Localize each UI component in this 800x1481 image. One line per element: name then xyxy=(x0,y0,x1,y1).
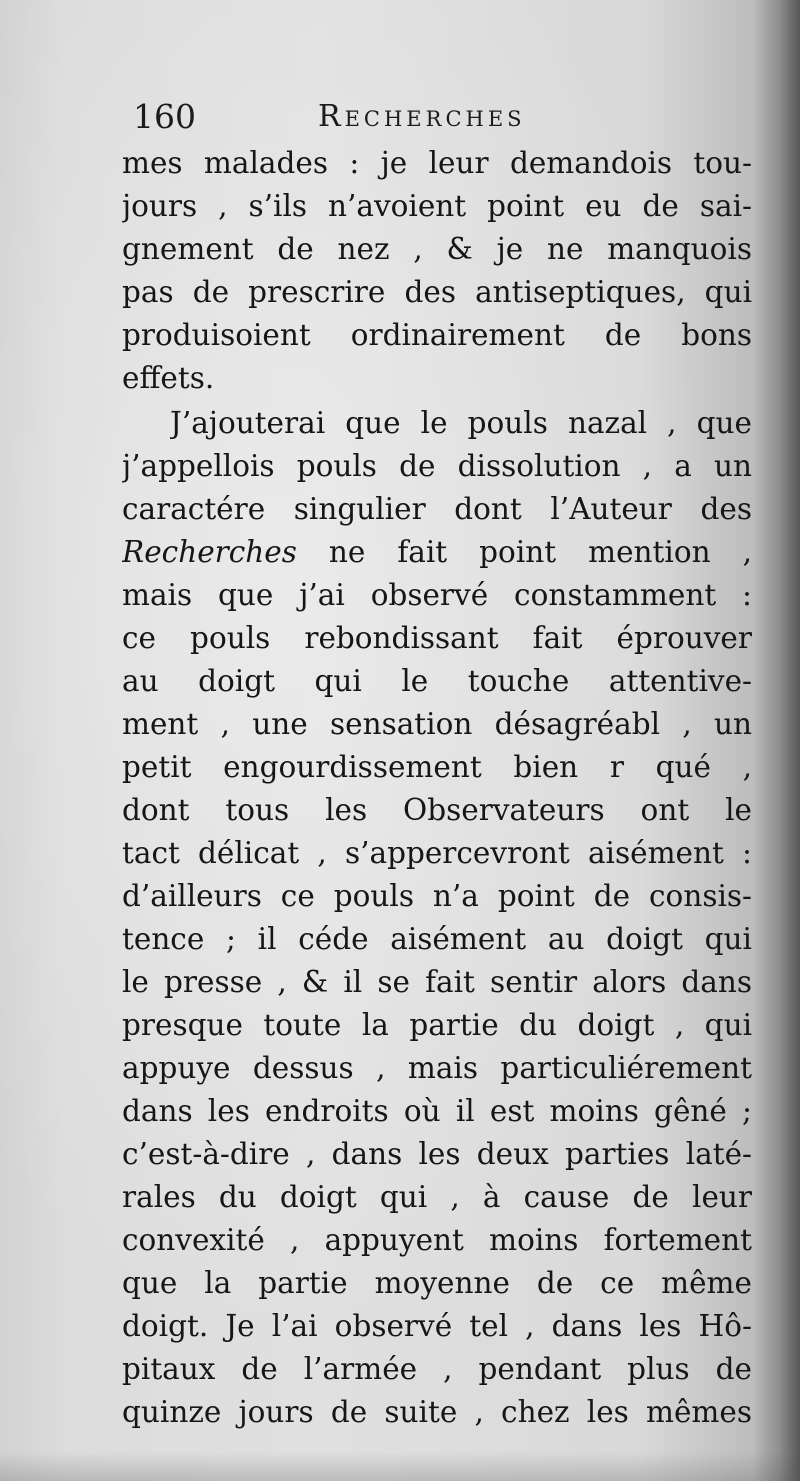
text-line: que la partie moyenne de ce même xyxy=(122,1266,752,1300)
text-line: petit engourdissement bien r qué , xyxy=(122,750,752,784)
text-line: pitaux de l’armée , pendant plus de xyxy=(122,1352,752,1386)
text-line: pas de prescrire des antiseptiques, qui xyxy=(122,275,752,309)
text-line: d’ailleurs ce pouls n’a point de consis- xyxy=(122,879,752,913)
text-line: convexité , appuyent moins fortement xyxy=(122,1223,752,1257)
text-line: J’ajouterai que le pouls nazal , que xyxy=(170,406,752,440)
text-line: j’appellois pouls de dissolution , a un xyxy=(122,449,752,483)
text-line: dont tous les Observateurs ont le xyxy=(122,793,752,827)
text-line: tence ; il céde aisément au doigt qui xyxy=(122,922,752,956)
text-line-rest: ne fait point mention , xyxy=(296,535,752,569)
text-line: au doigt qui le touche attentive- xyxy=(122,664,752,698)
text-line: caractére singulier dont l’Auteur des xyxy=(122,492,752,526)
text-line: presque toute la partie du doigt , qui xyxy=(122,1008,752,1042)
text-line: mes malades : je leur demandois tou- xyxy=(122,146,752,180)
text-line: ce pouls rebondissant fait éprouver xyxy=(122,621,752,655)
text-line: jours , s’ils n’avoient point eu de sai- xyxy=(122,189,752,223)
italic-title: Recherches xyxy=(122,535,297,569)
page-number: 160 xyxy=(133,97,196,136)
text-line: tact délicat , s’appercevront aisément : xyxy=(122,836,752,870)
text-line: rales du doigt qui , à cause de leur xyxy=(122,1180,752,1214)
running-title: Recherches xyxy=(318,99,526,134)
text-line: gnement de nez , & je ne manquois xyxy=(122,232,752,266)
text-line: c’est-à-dire , dans les deux parties laté- xyxy=(122,1137,752,1171)
text-line: produisoient ordinairement de bons xyxy=(122,318,752,352)
text-line: quinze jours de suite , chez les mêmes xyxy=(122,1395,752,1429)
text-line: le presse , & il se fait sentir alors dans xyxy=(122,965,752,999)
text-line: appuye dessus , mais particuliérement xyxy=(122,1051,752,1085)
text-line: doigt. Je l’ai observé tel , dans les Hô- xyxy=(122,1309,752,1343)
text-line: ment , une sensation désagréabl , un xyxy=(122,707,752,741)
text-line: mais que j’ai observé constamment : xyxy=(122,578,752,612)
text-line: effets. xyxy=(122,361,215,395)
text-line: dans les endroits où il est moins gêné ; xyxy=(122,1094,752,1128)
text-line xyxy=(122,531,752,574)
